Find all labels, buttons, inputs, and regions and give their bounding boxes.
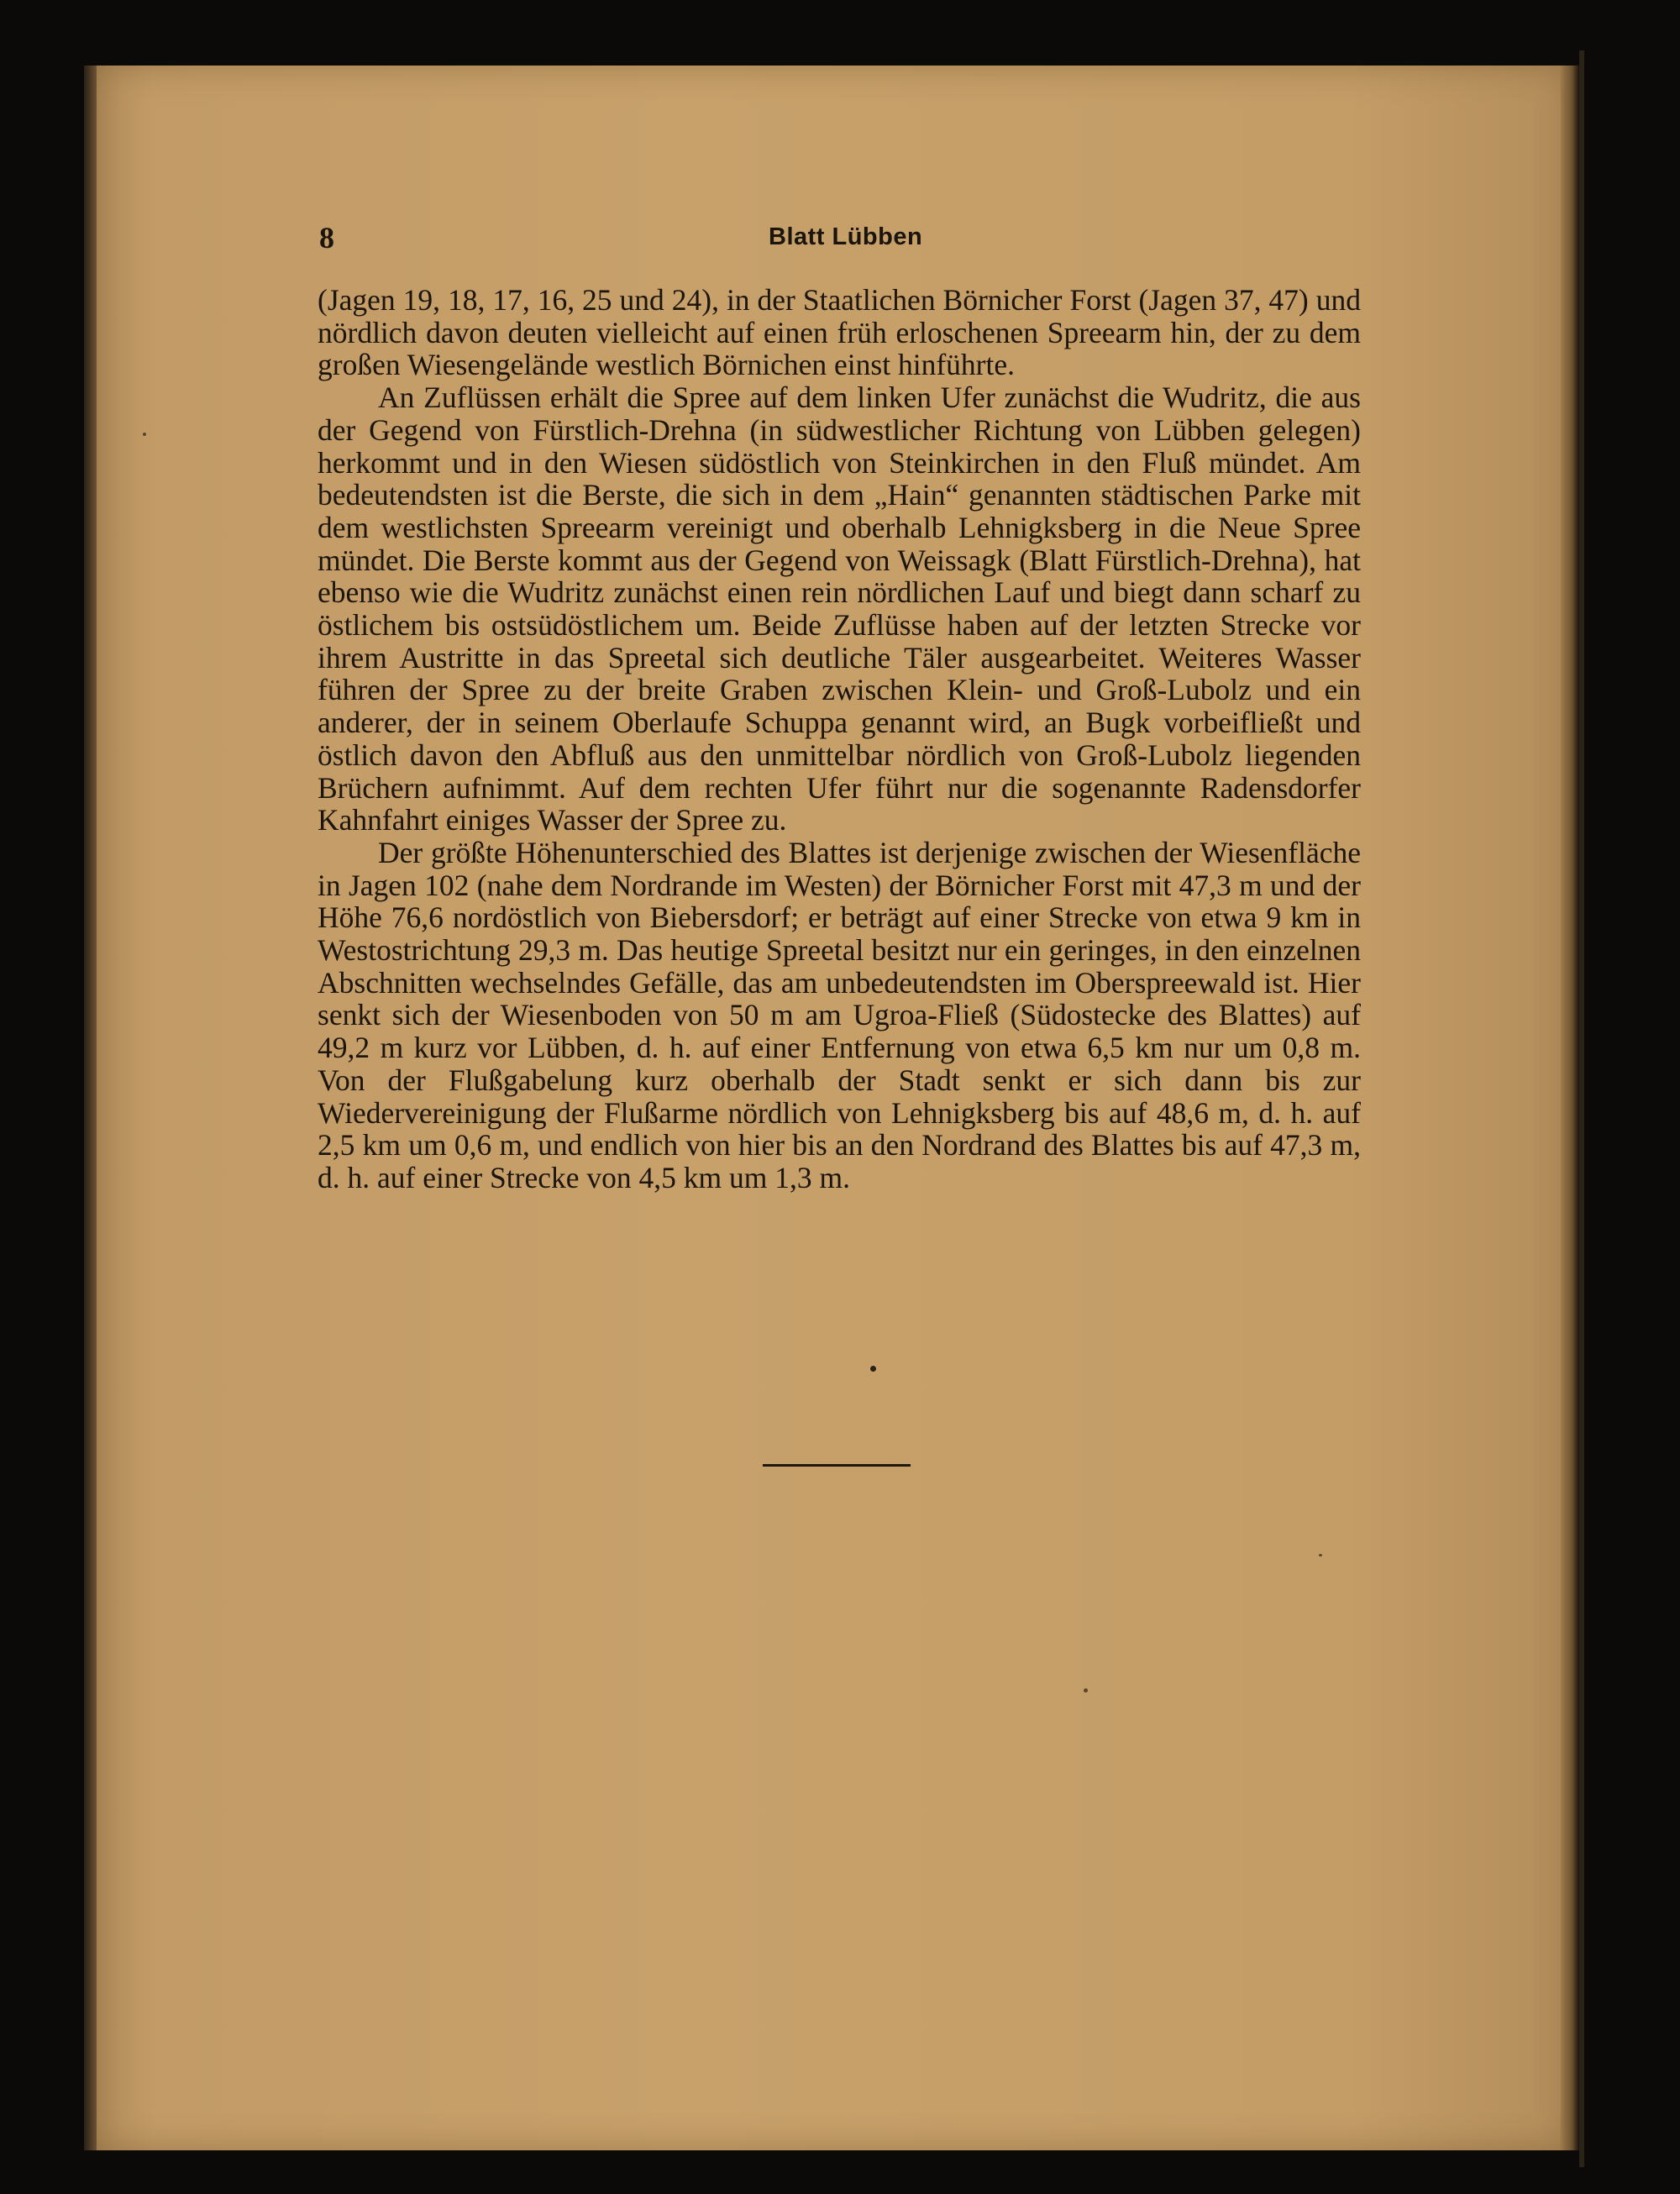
page-right-edge — [1561, 66, 1579, 2150]
body-text — [318, 284, 1361, 1194]
page-number: 8 — [319, 221, 334, 255]
paragraph-3: Der größte Höhenunterschied des Blattes ist derjenige zwischen der Wiesenfläche in Jagen 102 (nahe dem Nordrande im Westen) der Börnicher Forst mit 47,3 m und der Höhe 76,6 nordöstlich von Biebersdorf; er beträgt auf einer Strecke von etwa 9 km in Westostrichtung 29,3 m. Das heutige Spreetal besitzt nur ein geringes, in den einzelnen Abschnitten wechselndes Gefälle, das am unbedeutendsten im Oberspreewald ist. Hier senkt sich der Wiesenboden von 50 m am Ugroa-Fließ (Südostecke des Blattes) auf 49,2 m kurz vor Lübben, d. h. auf einer Entfernung von etwa 6,5 km nur um 0,8 m. Von der Flußgabelung kurz oberhalb der Stadt senkt er sich dann bis zur Wiedervereinigung der Flußarme nördlich von Lehnigksberg bis auf 48,6 m, d. h. auf 2,5 km um 0,6 m, und endlich von hier bis an den Nordrand des Blattes bis auf 47,3 m, d. h. auf einer Strecke von 4,5 km um 1,3 m. — [318, 835, 1361, 1194]
paper-speck — [1084, 1688, 1088, 1693]
running-title: Blatt Lübben — [769, 223, 923, 250]
next-page-edge — [1579, 50, 1584, 2167]
end-rule — [763, 1464, 911, 1467]
paragraph-2: An Zuflüssen erhält die Spree auf dem linken Ufer zunächst die Wudritz, die aus der Gegend von Fürstlich-Drehna (in südwestlicher Richtung von Lübben gelegen) herkommt und in den Wiesen südöstlich von Steinkirchen in den Fluß mündet. Am bedeutendsten ist die Berste, die sich in dem „Hain“ genannten städtischen Parke mit dem westlichsten Spreearm vereinigt und oberhalb Lehnigksberg in die Neue Spree mündet. Die Berste kommt aus der Gegend von Weissagk (Blatt Fürstlich-Drehna), hat ebenso wie die Wudritz zunächst einen rein nördlichen Lauf und biegt dann scharf zu östlichem bis ostsüdöstlichem um. Beide Zuflüsse haben auf der letzten Strecke vor ihrem Austritte in das Spreetal sich deutliche Täler ausgearbeitet. Weiteres Wasser führen der Spree zu der breite Graben zwischen Klein- und Groß-Lubolz und ein anderer, der in seinem Oberlaufe Schuppa genannt wird, an Bugk vorbeifließt und östlich davon den Abfluß aus den unmittelbar nördlich von Groß-Lubolz liegenden Brüchern aufnimmt. Auf dem rechten Ufer führt nur die sogenannte Radensdorfer Kahnfahrt einiges Wasser der Spree zu. — [318, 381, 1361, 837]
page-header — [319, 220, 958, 254]
paper-speck — [1319, 1554, 1322, 1556]
ink-speck — [870, 1366, 876, 1372]
binding-edge — [84, 66, 97, 2150]
paper-speck — [143, 433, 146, 436]
paragraph-1: (Jagen 19, 18, 17, 16, 25 und 24), in der Staatlichen Börnicher Forst (Jagen 37, 47) und nördlich davon deuten vielleicht auf einen früh erloschenen Spreearm hin, der zu dem großen Wiesengelände westlich Börnichen einst hinführte. — [318, 283, 1361, 382]
